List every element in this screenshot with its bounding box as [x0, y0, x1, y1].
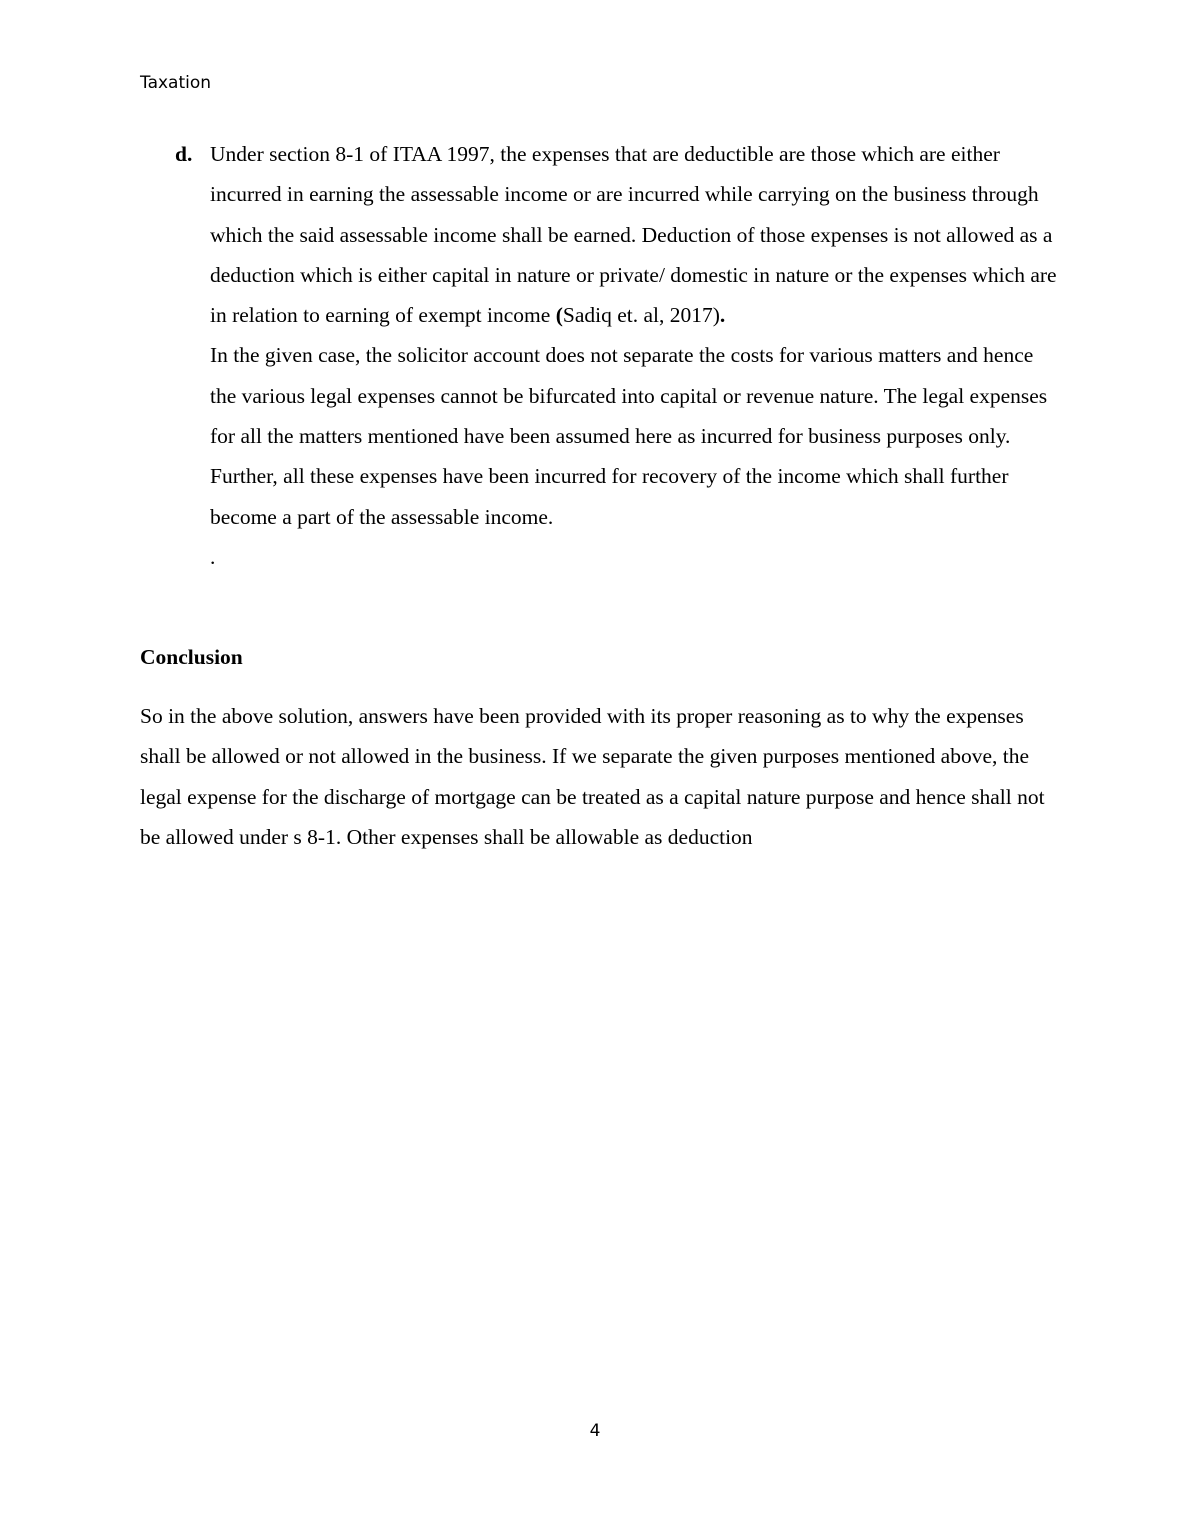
- conclusion-heading: Conclusion: [140, 645, 243, 669]
- paragraph-section-8-1-text: Under section 8-1 of ITAA 1997, the expenses that are deductible are those which are either incurred in earning the assessable income or are incurred while carrying on the business through which the said assessable income shall be earned. Deduction of those expenses is not allowed as a deduction which is either capital in nature or private/ domestic in nature or the expenses which are in relation to earning of exempt income: [210, 142, 1057, 328]
- trailing-dot: .: [210, 544, 216, 569]
- paragraph-section-8-1: [210, 134, 1060, 335]
- conclusion-paragraph: So in the above solution, answers have been provided with its proper reasoning as to why the expenses shall be allowed or not allowed in the business. If we separate the given purposes mentioned above, the legal expense for the discharge of mortgage can be treated as a capital nature purpose and hence shall not be allowed under s 8-1. Other expenses shall be allowable as deduction: [140, 704, 1045, 849]
- list-item-body: [210, 134, 1060, 577]
- paragraph-given-case: In the given case, the solicitor account does not separate the costs for various matters and hence the various legal expenses cannot be bifurcated into capital or revenue nature. The legal expenses for all the matters mentioned have been assumed here as incurred for business purposes only. Further, all these expenses have been incurred for recovery of the income which shall further become a part of the assessable income.: [210, 343, 1048, 529]
- list-item-marker: d.: [175, 142, 193, 166]
- running-header: Taxation: [140, 73, 212, 93]
- page-number: 4: [589, 1421, 601, 1441]
- citation-period: .: [719, 303, 726, 328]
- citation-text: Sadiq et. al, 2017): [562, 303, 720, 328]
- citation-open-paren: (: [555, 303, 563, 328]
